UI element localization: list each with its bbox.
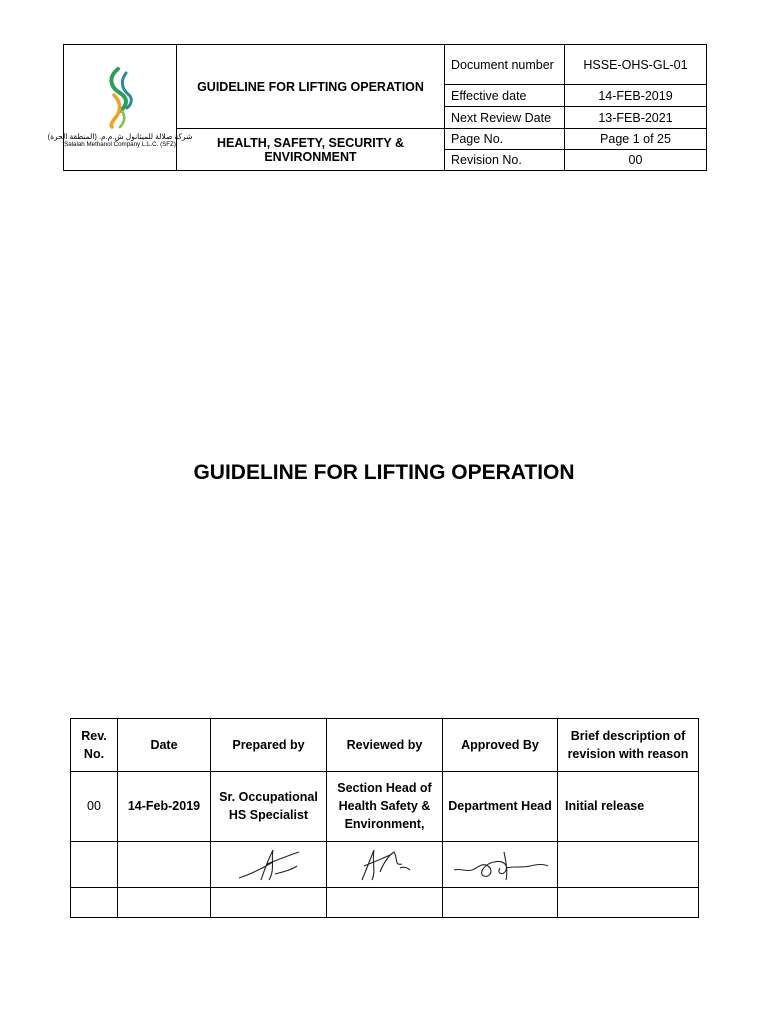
revision-history-table	[70, 718, 699, 918]
document-header-table	[47, 44, 707, 171]
company-name-arabic: شركة صلالة للميثانول ش.م.م. (المنطقة الحرة)	[47, 131, 193, 141]
table-header-row	[71, 719, 699, 772]
field-label-revision-no: Revision No.	[445, 150, 565, 171]
cell-empty	[118, 841, 211, 887]
field-value-page-no: Page 1 of 25	[565, 129, 707, 150]
signature-approver	[443, 841, 558, 887]
cell-approved-by: Department Head	[443, 772, 558, 841]
cell-empty	[211, 887, 327, 917]
signature-preparer	[211, 841, 327, 887]
field-value-document-number: HSSE-OHS-GL-01	[565, 45, 707, 85]
field-value-revision-no: 00	[565, 150, 707, 171]
column-header-reviewed-by: Reviewed by	[327, 719, 443, 772]
column-header-date: Date	[118, 719, 211, 772]
table-row	[71, 772, 699, 841]
field-label-next-review-date: Next Review Date	[445, 107, 565, 129]
cell-empty	[558, 887, 699, 917]
cell-empty	[327, 887, 443, 917]
cell-reviewed-by: Section Head of Health Safety & Environment,	[327, 772, 443, 841]
page-title: GUIDELINE FOR LIFTING OPERATION	[193, 461, 575, 484]
signature-preparer-image	[229, 844, 309, 884]
field-value-next-review-date: 13-FEB-2021	[565, 107, 707, 129]
company-logo-icon	[100, 67, 140, 129]
cell-prepared-by: Sr. Occupational HS Specialist	[211, 772, 327, 841]
column-header-approved-by: Approved By	[443, 719, 558, 772]
department-name: HEALTH, SAFETY, SECURITY & ENVIRONMENT	[177, 129, 445, 171]
cell-rev-no: 00	[71, 772, 118, 841]
cell-empty	[71, 887, 118, 917]
column-header-prepared-by: Prepared by	[211, 719, 327, 772]
cell-empty	[71, 841, 118, 887]
company-name: Salalah Methanol Company L.L.C. (SFZ)	[64, 140, 176, 148]
company-logo-cell	[47, 45, 193, 171]
signature-row	[71, 841, 699, 887]
cell-date: 14-Feb-2019	[118, 772, 211, 841]
document-title: GUIDELINE FOR LIFTING OPERATION	[177, 45, 445, 129]
table-row	[71, 887, 699, 917]
field-label-document-number: Document number	[445, 45, 565, 85]
signature-reviewer	[327, 841, 443, 887]
signature-approver-image	[448, 844, 552, 884]
column-header-description: Brief description of revision with reason	[558, 719, 699, 772]
signature-reviewer-image	[350, 844, 420, 884]
column-header-rev-no: Rev. No.	[71, 719, 118, 772]
cell-description: Initial release	[558, 772, 699, 841]
cell-empty	[443, 887, 558, 917]
field-value-effective-date: 14-FEB-2019	[565, 85, 707, 107]
cell-empty	[558, 841, 699, 887]
field-label-effective-date: Effective date	[445, 85, 565, 107]
field-label-page-no: Page No.	[445, 129, 565, 150]
cell-empty	[118, 887, 211, 917]
